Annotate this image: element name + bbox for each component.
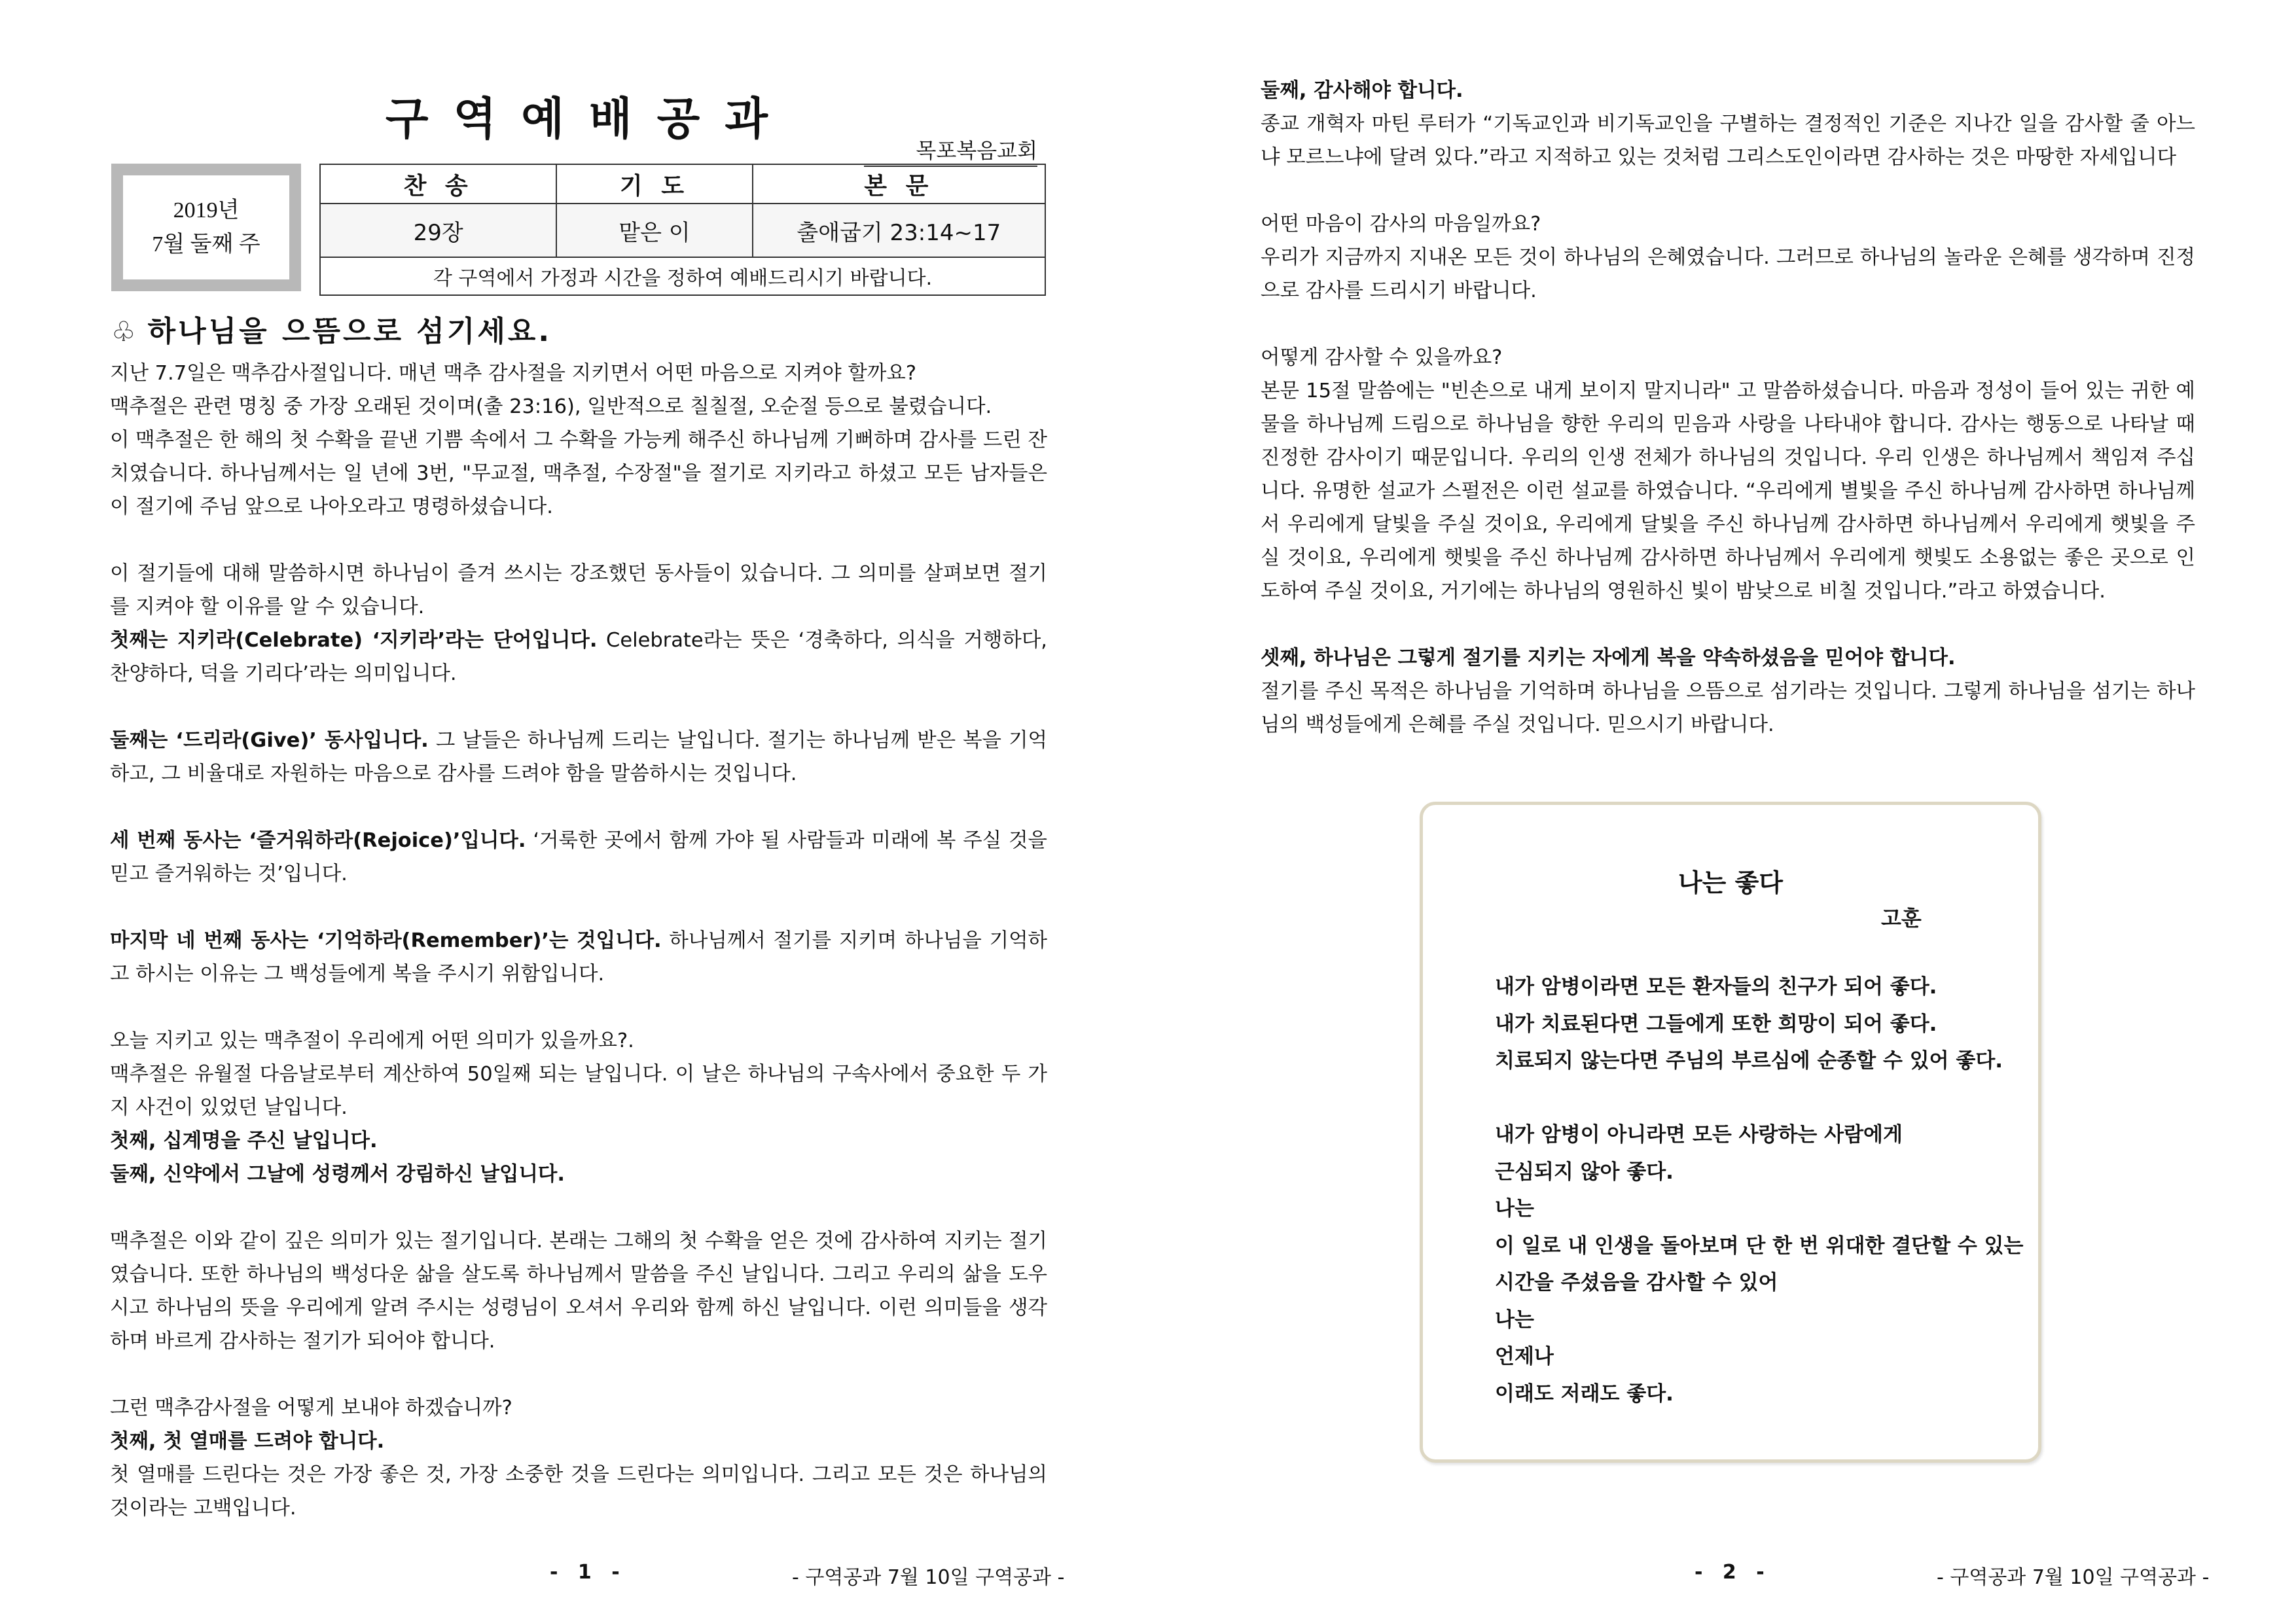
date-week: 7월 둘째 주	[152, 232, 260, 257]
paragraph: 종교 개혁자 마틴 루터가 “기독교인과 비기독교인을 구별하는 결정적인 기준은 지나간 일을 감사할 줄 아느냐 모르느냐에 달려 있다.”라고 지적하고 있는 것처럼 그리스도인이라면 감사하는 것은 마땅한 자세입니다	[1261, 113, 2195, 169]
prayer-value: 맡은 이	[556, 204, 752, 257]
paragraph: 우리가 지금까지 지내온 모든 것이 하나님의 은혜였습니다. 그러므로 하나님의 놀라운 은혜를 생각하며 진정으로 감사를 드리시기 바랍니다.	[1261, 246, 2195, 302]
worship-info-table	[319, 164, 1046, 296]
paragraph: 둘째, 감사해야 합니다.	[1261, 79, 1463, 102]
date-box	[111, 164, 301, 291]
poem-line: 이래도 저래도 좋다.	[1495, 1382, 1674, 1406]
poem-line: 치료되지 않는다면 주님의 부르심에 순종할 수 있어 좋다.	[1495, 1049, 2003, 1073]
page-number: - 1 -	[550, 1561, 626, 1584]
poem-lines	[1495, 969, 2023, 1412]
paragraph: 첫째는 지키라(Celebrate) ‘지키라’라는 단어입니다. Celebrate라는 뜻은 ‘경축하다, 의식을 거행하다, 찬양하다, 덕을 기리다’라는 의미입니다.	[110, 629, 1047, 685]
date-year: 2019년	[173, 198, 240, 223]
paragraph: 첫 열매를 드린다는 것은 가장 좋은 것, 가장 소중한 것을 드린다는 의미입니다. 그리고 모든 것은 하나님의 것이라는 고백입니다.	[110, 1463, 1047, 1520]
table-note: 각 구역에서 가정과 시간을 정하여 예배드리시기 바랍니다.	[320, 257, 1045, 295]
paragraph: 지난 7.7일은 맥추감사절입니다. 매년 맥추 감사절을 지키면서 어떤 마음으로 지켜야 할까요?	[110, 362, 917, 385]
bold-lead: 첫째는 지키라(Celebrate) ‘지키라’라는 단어입니다.	[110, 629, 598, 652]
poem-line: 내가 암병이라면 모든 환자들의 친구가 되어 좋다.	[1495, 975, 1937, 999]
header-prayer: 기 도	[556, 164, 752, 204]
poem-line: 내가 치료된다면 그들에게 또한 희망이 되어 좋다.	[1495, 1012, 1937, 1036]
club-icon: ♧	[111, 315, 139, 348]
paragraph: 그런 맥추감사절을 어떻게 보내야 하겠습니까?	[110, 1397, 512, 1419]
bold-lead: 마지막 네 번째 동사는 ‘기억하라(Remember)’는 것입니다.	[110, 929, 662, 952]
paragraph: 둘째, 신약에서 그날에 성령께서 강림하신 날입니다.	[110, 1163, 565, 1186]
bold-lead: 세 번째 동사는 ‘즐거워하라(Rejoice)’입니다.	[110, 829, 526, 852]
page2-body	[1261, 74, 2195, 741]
poem-line: 언제나	[1495, 1345, 1554, 1368]
poem-author: 고훈	[1881, 906, 1922, 931]
church-name: 목포복음교회	[864, 134, 1037, 167]
page-2	[1148, 0, 2296, 1623]
paragraph: 이 절기들에 대해 말씀하시면 하나님이 즐겨 쓰시는 강조했던 동사들이 있습니다. 그 의미를 살펴보면 절기를 지켜야 할 이유를 알 수 있습니다.	[110, 562, 1047, 618]
paragraph: 본문 15절 말씀에는 "빈손으로 내게 보이지 말지니라" 고 말씀하셨습니다. 마음과 정성이 들어 있는 귀한 예물을 하나님께 드림으로 하나님을 향한 우리의 믿음과 사랑을 나타내야 합니다. 감사는 행동으로 나타날 때 진정한 감사이기 때문입니다. 우리의 인생 전체가 하나님의 것입니다. 우리 인생은 하나님께서 책임져 주십니다. 유명한 설교가 스펄전은 이런 설교를 하였습니다. “우리에게 별빛을 주신 하나님께 감사하면 하나님께서 우리에게 달빛을 주실 것이요, 우리에게 달빛을 주신 하나님께 감사하면 하나님께서 우리에게 햇빛을 주실 것이요, 우리에게 햇빛을 주신 하나님께 감사하면 하나님께서 우리에게 햇빛도 소용없는 좋은 곳으로 인도하여 주실 것이요, 거기에는 하나님의 영원하신 빛이 밤낮으로 비칠 것입니다.”라고 하였습니다.	[1261, 380, 2195, 603]
hymn-value: 29장	[320, 204, 556, 257]
poem-line: 근심되지 않아 좋다.	[1495, 1160, 1674, 1184]
paragraph: 세 번째 동사는 ‘즐거워하라(Rejoice)’입니다. ‘거룩한 곳에서 함께 가야 될 사람들과 미래에 복 주실 것을 믿고 즐거워하는 것’입니다.	[110, 829, 1047, 885]
page-number: - 2 -	[1695, 1561, 1771, 1584]
scripture-value: 출애굽기 23:14~17	[753, 204, 1045, 257]
page-title: 구역예배공과	[385, 94, 793, 145]
paragraph: 셋째, 하나님은 그렇게 절기를 지키는 자에게 복을 약속하셨음을 믿어야 합니다.	[1261, 647, 1956, 669]
footer-label: - 구역공과 7월 10일 구역공과 -	[1937, 1566, 2210, 1589]
paragraph: 둘째는 ‘드리라(Give)’ 동사입니다. 그 날들은 하나님께 드리는 날입니다. 절기는 하나님께 받은 복을 기억하고, 그 비율대로 자원하는 마음으로 감사를 드려야 함을 말씀하시는 것입니다.	[110, 729, 1048, 785]
poem-line: 나는	[1495, 1308, 1534, 1332]
poem-line: 내가 암병이 아니라면 모든 사랑하는 사람에게	[1495, 1123, 1903, 1147]
header-hymn: 찬 송	[320, 164, 556, 204]
poem-line: 나는	[1495, 1197, 1534, 1221]
paragraph: 맥추절은 유월절 다음날로부터 계산하여 50일째 되는 날입니다. 이 날은 하나님의 구속사에서 중요한 두 가지 사건이 있었던 날입니다.	[110, 1063, 1048, 1119]
paragraph: 첫째, 첫 열매를 드려야 합니다.	[110, 1430, 385, 1453]
bold-lead: 둘째는 ‘드리라(Give)’ 동사입니다.	[110, 729, 429, 752]
paragraph: 어떻게 감사할 수 있을까요?	[1261, 346, 1503, 369]
page1-body	[110, 357, 1047, 1525]
poem-line: 이 일로 내 인생을 돌아보며 단 한 번 위대한 결단할 수 있는	[1495, 1234, 2024, 1258]
paragraph: 절기를 주신 목적은 하나님을 기억하며 하나님을 으뜸으로 섬기라는 것입니다. 그렇게 하나님을 섬기는 하나님의 백성들에게 은혜를 주실 것입니다. 믿으시기 바랍니다.	[1261, 680, 2195, 736]
paragraph: 첫째, 십계명을 주신 날입니다.	[110, 1130, 378, 1152]
poem-title: 나는 좋다	[1677, 868, 1784, 897]
footer-label: - 구역공과 7월 10일 구역공과 -	[792, 1566, 1065, 1589]
paragraph: 어떤 마음이 감사의 마음일까요?	[1261, 213, 1541, 236]
paragraph: 이 맥추절은 한 해의 첫 수확을 끝낸 기쁨 속에서 그 수확을 가능케 해주신 하나님께 기뻐하며 감사를 드린 잔치였습니다. 하나님께서는 일 년에 3번, "무교절, 맥추절, 수장절"을 절기로 지키라고 하셨고 모든 남자들은 이 절기에 주님 앞으로 나아오라고 명령하셨습니다.	[110, 429, 1047, 518]
paragraph: 맥추절은 관련 명칭 중 가장 오래된 것이며(출 23:16), 일반적으로 칠칠절, 오순절 등으로 불렸습니다.	[110, 395, 992, 418]
section-heading	[111, 308, 552, 349]
heading-text: 하나님을 으뜸으로 섬기세요.	[147, 315, 552, 348]
paragraph: 오늘 지키고 있는 맥추절이 우리에게 어떤 의미가 있을까요?.	[110, 1029, 634, 1052]
paragraph: 마지막 네 번째 동사는 ‘기억하라(Remember)’는 것입니다. 하나님께서 절기를 지키며 하나님을 기억하고 하시는 이유는 그 백성들에게 복을 주시기 위함입니다.	[110, 929, 1048, 986]
header-scripture: 본 문	[753, 164, 1045, 204]
poem-line: 시간을 주셨음을 감사할 수 있어	[1495, 1271, 1778, 1294]
paragraph: 맥추절은 이와 같이 깊은 의미가 있는 절기입니다. 본래는 그해의 첫 수확을 얻은 것에 감사하여 지키는 절기였습니다. 또한 하나님의 백성다운 삶을 살도록 하나님께서 말씀을 주신 날입니다. 그리고 우리의 삶을 도우시고 하나님의 뜻을 우리에게 알려 주시는 성령님이 오셔서 우리와 함께 하신 날입니다. 이런 의미들을 생각하며 바르게 감사하는 절기가 되어야 합니다.	[110, 1230, 1047, 1353]
poem-box	[1420, 802, 2041, 1463]
